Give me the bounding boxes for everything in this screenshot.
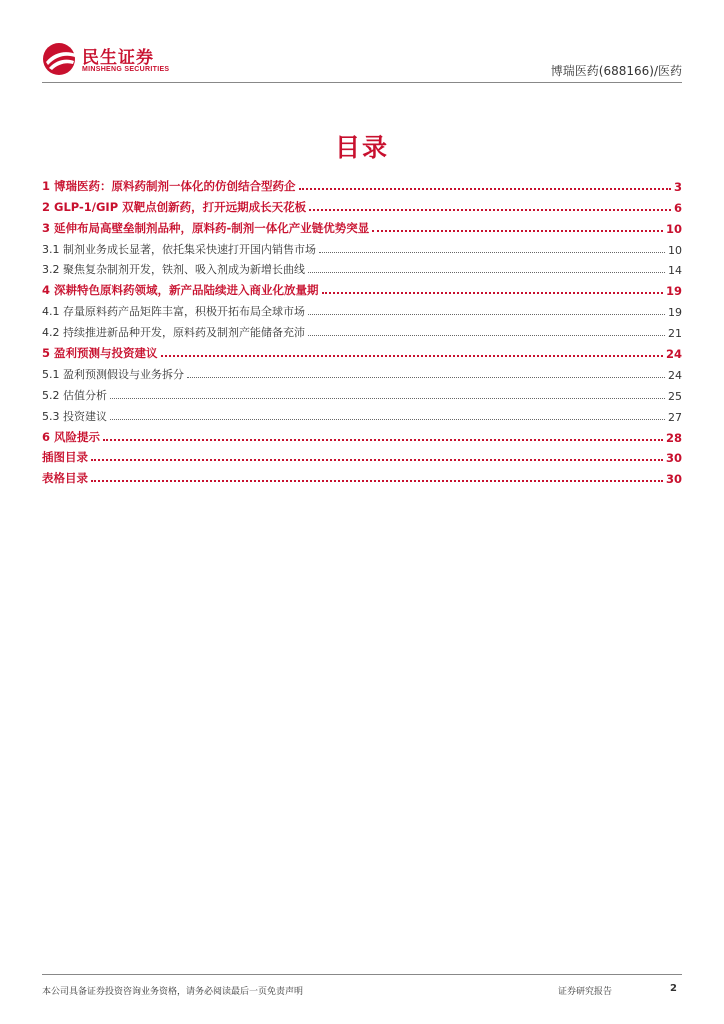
toc-entry-label: 1 博瑞医药：原料药制剂一体化的仿创结合型药企 <box>42 178 296 193</box>
header-divider <box>42 82 682 83</box>
toc-entry-subsection[interactable] <box>42 236 682 257</box>
table-of-contents <box>42 173 682 486</box>
toc-entry-section[interactable] <box>42 173 682 194</box>
toc-entry-page: 10 <box>665 221 682 236</box>
toc-entry-subsection[interactable] <box>42 403 682 424</box>
toc-entry-page: 30 <box>665 472 682 487</box>
toc-leader-dots <box>299 184 671 190</box>
toc-entry-page: 30 <box>665 451 682 466</box>
minsheng-logo-icon <box>42 42 80 76</box>
toc-leader-dots <box>110 415 665 420</box>
toc-entry-label: 3.2 聚焦复杂制剂开发，铁剂、吸入剂成为新增长曲线 <box>42 263 305 277</box>
toc-entry-page: 3 <box>673 179 682 194</box>
toc-leader-dots <box>309 205 671 211</box>
footer-disclaimer: 本公司具备证券投资咨询业务资格，请务必阅读最后一页免责声明 <box>42 987 304 997</box>
toc-entry-section[interactable] <box>42 424 682 445</box>
toc-entry-page: 21 <box>668 327 682 341</box>
toc-entry-label: 5 盈利预测与投资建议 <box>42 346 158 361</box>
toc-leader-dots <box>322 288 663 294</box>
toc-leader-dots <box>91 455 663 461</box>
toc-entry-label: 3.1 制剂业务成长显著，依托集采快速打开国内销售市场 <box>42 242 316 256</box>
toc-title: 目录 <box>334 133 389 162</box>
toc-entry-section[interactable] <box>42 277 682 298</box>
toc-entry-label: 2 GLP-1/GIP 双靶点创新药，打开远期成长天花板 <box>42 199 307 214</box>
toc-entry-subsection[interactable] <box>42 319 682 340</box>
toc-entry-section[interactable] <box>42 465 682 486</box>
toc-leader-dots <box>91 476 663 482</box>
toc-entry-label: 表格目录 <box>42 471 88 486</box>
toc-leader-dots <box>308 310 665 315</box>
logo-english-name: MINSHENG SECURITIES <box>82 66 170 73</box>
company-logo <box>42 40 182 80</box>
toc-entry-label: 4.1 存量原料药产品矩阵丰富，积极开拓布局全球市场 <box>42 305 305 319</box>
toc-entry-label: 4 深耕特色原料药领域，新产品陆续进入商业化放量期 <box>42 283 319 298</box>
toc-entry-label: 插图目录 <box>42 450 88 465</box>
toc-entry-section[interactable] <box>42 445 682 466</box>
toc-entry-subsection[interactable] <box>42 382 682 403</box>
toc-entry-label: 4.2 持续推进新品种开发，原料药及制剂产能储备充沛 <box>42 326 305 340</box>
toc-entry-page: 14 <box>668 264 682 278</box>
toc-entry-label: 3 延伸布局高壁垒制剂品种，原料药-制剂一体化产业链优势突显 <box>42 220 370 235</box>
toc-entry-section[interactable] <box>42 340 682 361</box>
toc-leader-dots <box>308 331 665 336</box>
toc-entry-page: 19 <box>665 284 682 299</box>
toc-entry-label: 5.1 盈利预测假设与业务拆分 <box>42 367 184 381</box>
toc-entry-label: 6 风险提示 <box>42 429 101 444</box>
toc-entry-page: 28 <box>665 430 682 445</box>
logo-chinese-name: 民生证券 <box>82 48 154 68</box>
toc-leader-dots <box>161 351 663 357</box>
report-tag: 博瑞医药(688166)/医药 <box>550 64 682 78</box>
toc-entry-section[interactable] <box>42 194 682 215</box>
toc-leader-dots <box>103 435 663 441</box>
page-header <box>42 40 682 84</box>
footer-divider <box>42 974 682 975</box>
toc-entry-page: 24 <box>668 368 682 382</box>
toc-leader-dots <box>372 226 663 232</box>
toc-entry-subsection[interactable] <box>42 257 682 278</box>
toc-entry-page: 19 <box>668 306 682 320</box>
toc-entry-page: 10 <box>668 243 682 257</box>
page-number: 2 <box>670 983 677 994</box>
toc-entry-page: 24 <box>665 347 682 362</box>
toc-leader-dots <box>308 268 665 273</box>
toc-entry-subsection[interactable] <box>42 361 682 382</box>
toc-entry-page: 27 <box>668 410 682 424</box>
toc-entry-page: 6 <box>673 200 682 215</box>
toc-entry-page: 25 <box>668 389 682 403</box>
toc-entry-subsection[interactable] <box>42 298 682 319</box>
toc-entry-label: 5.3 投资建议 <box>42 409 107 423</box>
toc-entry-section[interactable] <box>42 215 682 236</box>
toc-leader-dots <box>110 394 665 399</box>
toc-leader-dots <box>319 248 665 253</box>
toc-leader-dots <box>187 373 665 378</box>
toc-entry-label: 5.2 估值分析 <box>42 388 107 402</box>
footer-doc-type: 证券研究报告 <box>558 987 613 997</box>
